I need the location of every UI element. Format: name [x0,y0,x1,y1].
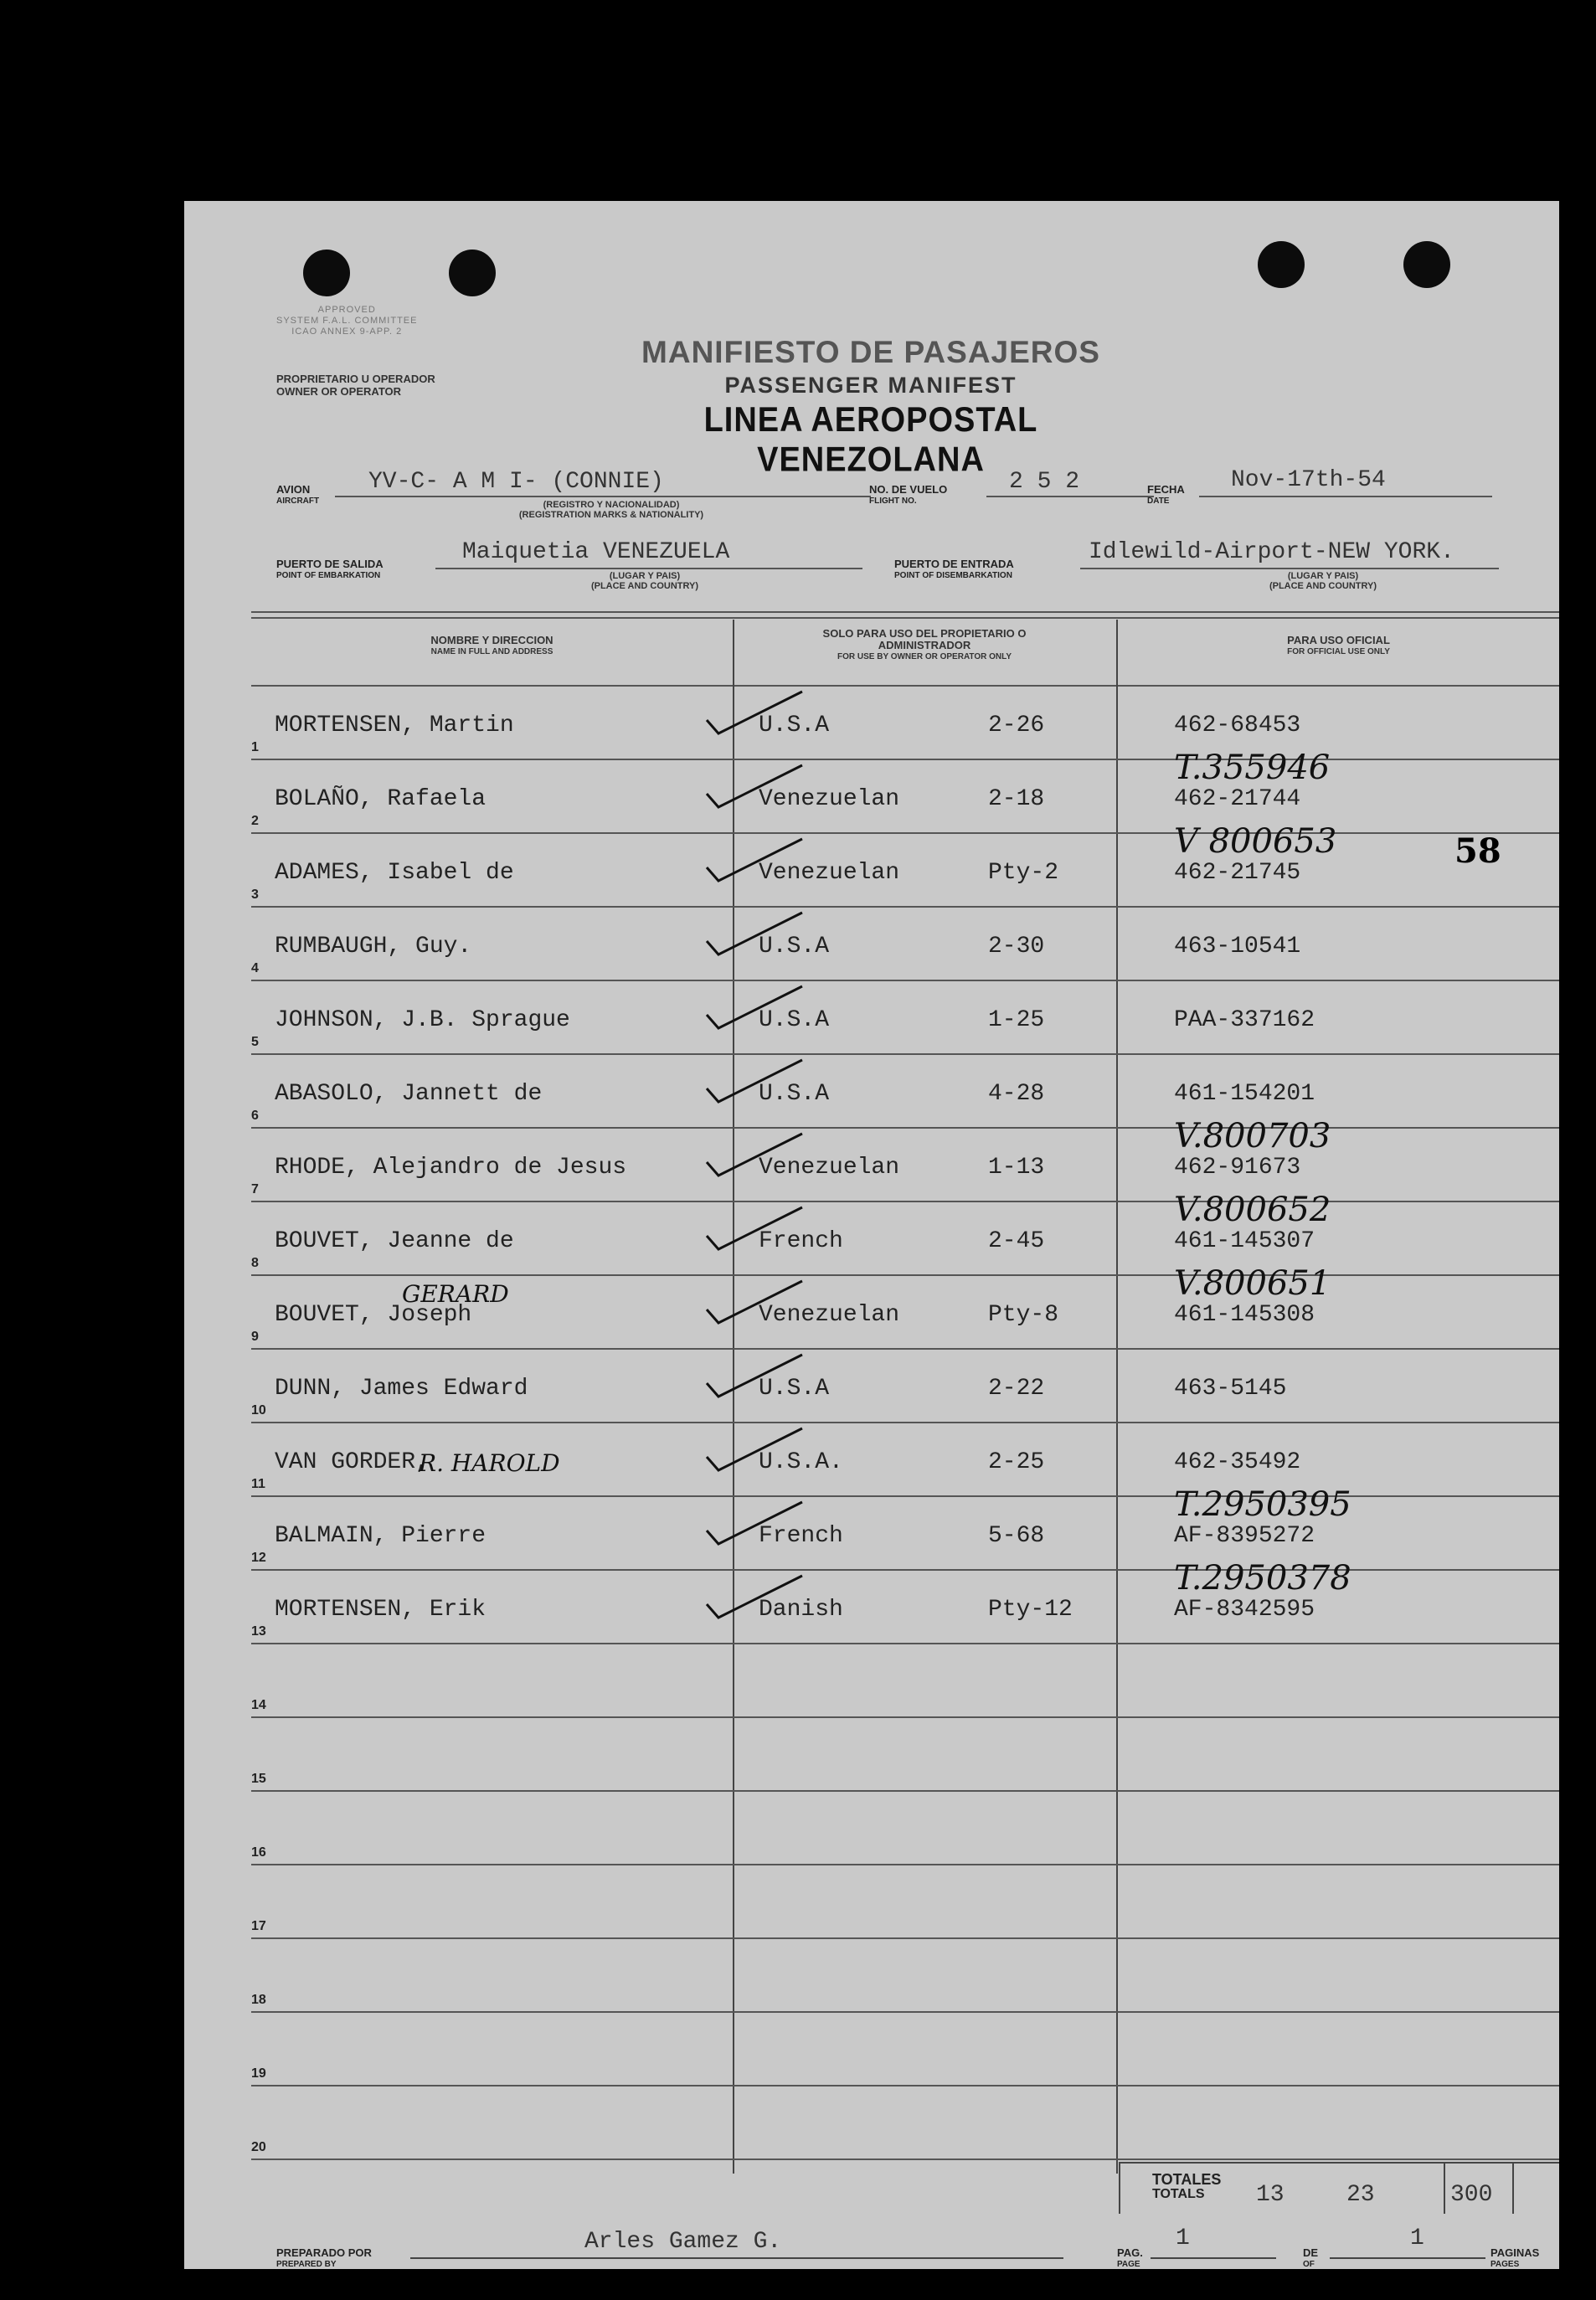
passenger-name: BALMAIN, Pierre [275,1523,487,1549]
row-number: 13 [251,1624,266,1639]
pages-label-en: PAGES [1490,2260,1520,2269]
col-name-header-en: NAME IN FULL AND ADDRESS [430,647,553,656]
passenger-name: ABASOLO, Jannett de [275,1081,543,1107]
passenger-name: JOHNSON, J.B. Sprague [275,1007,570,1033]
row-number: 12 [251,1551,266,1565]
ticket-number: 463-10541 [1174,934,1301,960]
passenger-nationality: Danish [759,1597,843,1623]
passenger-name: MORTENSEN, Martin [275,713,514,738]
aircraft-sub [469,500,754,520]
passenger-class: 2-18 [988,786,1045,812]
checkmark-icon [703,1055,804,1105]
flight-no-underline [986,496,1154,497]
row-number: 14 [251,1698,266,1712]
page-label [1117,2247,1143,2269]
owner-label [276,373,435,398]
ticket-number: AF-8342595 [1174,1597,1315,1623]
handwritten-name-correction: R. HAROLD [419,1449,560,1477]
table-row [251,1264,1559,1350]
title-spanish: MANIFIESTO DE PASAJEROS [641,335,1100,369]
passenger-class: 4-28 [988,1081,1045,1107]
row-number: 16 [251,1845,266,1860]
aircraft-value: YV-C- A M I- (CONNIE) [368,469,664,495]
disembark-sub [1231,571,1415,591]
punch-hole-icon [1258,241,1305,288]
passenger-nationality: Venezuelan [759,860,900,886]
disembark-sub-en: (PLACE AND COUNTRY) [1269,581,1377,591]
row-number: 8 [251,1256,259,1270]
title-english: PASSENGER MANIFEST [724,373,1017,398]
handwritten-note: V.800651 [1174,1264,1331,1303]
ticket-number: 462-68453 [1174,713,1301,738]
row-number: 2 [251,814,259,828]
checkmark-icon [703,908,804,958]
row-number: 10 [251,1403,266,1418]
punch-hole-icon [449,250,496,296]
checkmark-icon [703,1423,804,1474]
ticket-number: 462-21744 [1174,786,1301,812]
col-official-header-es: PARA USO OFICIAL [1287,634,1390,646]
passenger-class: Pty-12 [988,1597,1073,1623]
passenger-nationality: U.S.A [759,713,830,738]
checkmark-icon [703,1350,804,1400]
totals-label [1152,2172,1221,2202]
table-row [251,1350,1559,1423]
passenger-nationality: Venezuelan [759,786,900,812]
of-value: 1 [1410,2225,1424,2251]
passenger-nationality: French [759,1228,843,1254]
page-underline [1151,2257,1276,2259]
row-number: 1 [251,740,259,754]
table-header [251,620,1559,687]
passenger-name: DUNN, James Edward [275,1376,528,1402]
embark-underline [435,568,862,569]
col-owner-header [733,620,1116,687]
prepared-underline [410,2257,1063,2259]
aircraft-label-es: AVION [276,483,311,496]
row-number: 5 [251,1035,259,1049]
handwritten-note: T.2950378 [1174,1559,1351,1598]
ticket-number: PAA-337162 [1174,1007,1315,1033]
aircraft-sub-es: (REGISTRO Y NACIONALIDAD) [543,500,680,510]
table-top-rule [251,617,1559,619]
date-label [1147,484,1185,507]
table-row [251,1423,1559,1497]
handwritten-note: V.800703 [1174,1117,1331,1155]
passenger-class: 2-45 [988,1228,1045,1254]
prepared-label-es: PREPARADO POR [276,2246,372,2259]
embark-sub-en: (PLACE AND COUNTRY) [590,581,699,591]
page-label-es: PAG. [1117,2246,1143,2259]
date-value: Nov-17th-54 [1231,467,1386,493]
aircraft-label-en: AIRCRAFT [276,497,320,506]
checkmark-icon [703,1571,804,1621]
prepared-label [276,2247,372,2269]
totals-label-en: TOTALS [1152,2187,1205,2201]
ticket-number: 462-35492 [1174,1449,1301,1475]
prepared-label-en: PREPARED BY [276,2260,337,2269]
table-row [251,1485,1559,1571]
handwritten-note: V 800653 [1174,822,1337,861]
passenger-class: 5-68 [988,1523,1045,1549]
of-label-en: OF [1303,2260,1315,2269]
passenger-nationality: U.S.A [759,1376,830,1402]
flight-no-value: 2 5 2 [1009,469,1080,495]
checkmark-icon [703,834,804,884]
date-underline [1199,496,1492,497]
passenger-name: MORTENSEN, Erik [275,1597,487,1623]
table-row [251,2013,1559,2086]
col-name-header [251,620,733,687]
passenger-nationality: U.S.A. [759,1449,843,1475]
table-row [251,1117,1559,1202]
aircraft-label [276,484,319,507]
passenger-class: 1-25 [988,1007,1045,1033]
table-row [251,1792,1559,1865]
approval-line: APPROVED [317,305,376,315]
embark-value: Maiquetia VENEZUELA [462,539,730,565]
checkmark-icon [703,760,804,810]
passenger-name: BOUVET, Jeanne de [275,1228,514,1254]
handwritten-name-correction: GERARD [402,1280,509,1308]
embark-label [276,558,384,582]
row-number: 3 [251,888,259,902]
passenger-nationality: U.S.A [759,1081,830,1107]
table-row [251,1939,1559,2013]
totals-value1: 13 [1256,2182,1285,2208]
disembark-sub-es: (LUGAR Y PAIS) [1287,571,1359,581]
checkmark-icon [703,1497,804,1547]
col-owner-header-es: SOLO PARA USO DEL PROPIETARIO O ADMINISTRADOR [822,627,1027,651]
totals-value3: 300 [1450,2182,1493,2208]
embark-label-es: PUERTO DE SALIDA [276,558,384,570]
table-row [251,1644,1559,1718]
of-label [1303,2247,1318,2269]
table-row [251,1865,1559,1939]
totals-box [1119,2162,1559,2214]
passenger-class: 1-13 [988,1155,1045,1181]
embark-label-en: POINT OF EMBARKATION [276,571,381,580]
passenger-nationality: U.S.A [759,934,830,960]
col-name-header-es: NOMBRE Y DIRECCION [430,634,553,646]
page-value: 1 [1176,2225,1190,2251]
prepared-value: Arles Gamez G. [584,2229,782,2255]
table-row [251,908,1559,981]
punch-hole-icon [1403,241,1450,288]
handwritten-note: V.800652 [1174,1191,1331,1229]
passenger-nationality: Venezuelan [759,1155,900,1181]
table-row [251,2086,1559,2160]
ticket-number: 461-154201 [1174,1081,1315,1107]
approval-line: ICAO ANNEX 9-APP. 2 [291,327,403,337]
passenger-class: Pty-8 [988,1302,1059,1328]
punch-hole-icon [303,250,350,296]
checkmark-icon [703,1276,804,1326]
col-official-header [1116,620,1559,687]
passenger-class: 2-26 [988,713,1045,738]
of-underline [1330,2257,1485,2259]
col-owner-header-en: FOR USE BY OWNER OR OPERATOR ONLY [837,652,1012,661]
checkmark-icon [703,687,804,737]
totals-label-es: TOTALES [1152,2171,1222,2188]
date-label-en: DATE [1147,497,1170,506]
row-number: 17 [251,1919,266,1933]
row-number: 19 [251,2066,266,2081]
airline-name: LINEA AEROPOSTAL VENEZOLANA [703,400,1038,480]
checkmark-icon [703,981,804,1032]
disembark-label [894,558,1014,582]
table-row [251,1055,1559,1129]
totals-divider [1512,2164,1514,2214]
passenger-class: 2-22 [988,1376,1045,1402]
date-label-es: FECHA [1147,483,1185,496]
passenger-class: Pty-2 [988,860,1059,886]
table-row [251,1191,1559,1276]
aircraft-underline [335,496,871,497]
passenger-nationality: U.S.A [759,1007,830,1033]
passenger-name: ADAMES, Isabel de [275,860,514,886]
owner-label-en: OWNER OR OPERATOR [276,385,402,398]
col-official-header-en: FOR OFFICIAL USE ONLY [1287,647,1390,656]
row-number: 18 [251,1993,266,2007]
aircraft-sub-en: (REGISTRATION MARKS & NATIONALITY) [518,510,704,520]
ticket-number: 461-145307 [1174,1228,1315,1254]
passenger-class: 2-25 [988,1449,1045,1475]
passenger-nationality: French [759,1523,843,1549]
page-label-en: PAGE [1117,2260,1140,2269]
table-row [251,687,1559,760]
of-label-es: DE [1303,2246,1319,2259]
totals-divider [1444,2164,1445,2214]
table-row [251,1559,1559,1644]
manifest-sheet [184,201,1559,2269]
ticket-number: 462-91673 [1174,1155,1301,1181]
embark-sub [553,571,737,591]
passenger-name: BOUVET, Joseph [275,1302,472,1328]
flight-no-label-en: FLIGHT NO. [869,497,917,506]
table-row [251,981,1559,1055]
pages-label-es: PAGINAS [1490,2246,1540,2259]
totals-value2: 23 [1346,2182,1375,2208]
ticket-number: AF-8395272 [1174,1523,1315,1549]
checkmark-icon [703,1202,804,1253]
pages-label [1490,2247,1539,2269]
disembark-underline [1080,568,1499,569]
ticket-number: 462-21745 [1174,860,1301,886]
passenger-name: RHODE, Alejandro de Jesus [275,1155,627,1181]
disembark-label-en: POINT OF DISEMBARKATION [894,571,1012,580]
passenger-name: VAN GORDER, [275,1449,430,1475]
passenger-name: BOLAÑO, Rafaela [275,786,487,812]
table-top-rule [251,611,1559,613]
table-row [251,822,1559,908]
row-number: 4 [251,961,259,975]
table-row [251,749,1559,834]
row-number: 20 [251,2140,266,2154]
disembark-value: Idlewild-Airport-NEW YORK. [1089,539,1454,565]
flight-no-label [869,484,947,507]
ticket-number: 461-145308 [1174,1302,1315,1328]
checkmark-icon [703,1129,804,1179]
ticket-number: 463-5145 [1174,1376,1287,1402]
page-number-mark: 58 [1454,831,1501,871]
handwritten-note: T.2950395 [1174,1485,1351,1524]
passenger-nationality: Venezuelan [759,1302,900,1328]
row-number: 6 [251,1109,259,1123]
passenger-name: RUMBAUGH, Guy. [275,934,472,960]
flight-no-label-es: NO. DE VUELO [869,483,948,496]
approval-line: SYSTEM F.A.L. COMMITTEE [276,316,418,326]
owner-label-es: PROPRIETARIO U OPERADOR [276,373,435,385]
handwritten-note: T.355946 [1174,749,1331,787]
row-number: 7 [251,1182,259,1196]
row-number: 9 [251,1330,259,1344]
row-number: 15 [251,1772,266,1786]
row-number: 11 [251,1477,265,1491]
embark-sub-es: (LUGAR Y PAIS) [609,571,681,581]
table-row [251,1718,1559,1792]
disembark-label-es: PUERTO DE ENTRADA [894,558,1014,570]
approval-stamp [276,305,417,337]
passenger-class: 2-30 [988,934,1045,960]
